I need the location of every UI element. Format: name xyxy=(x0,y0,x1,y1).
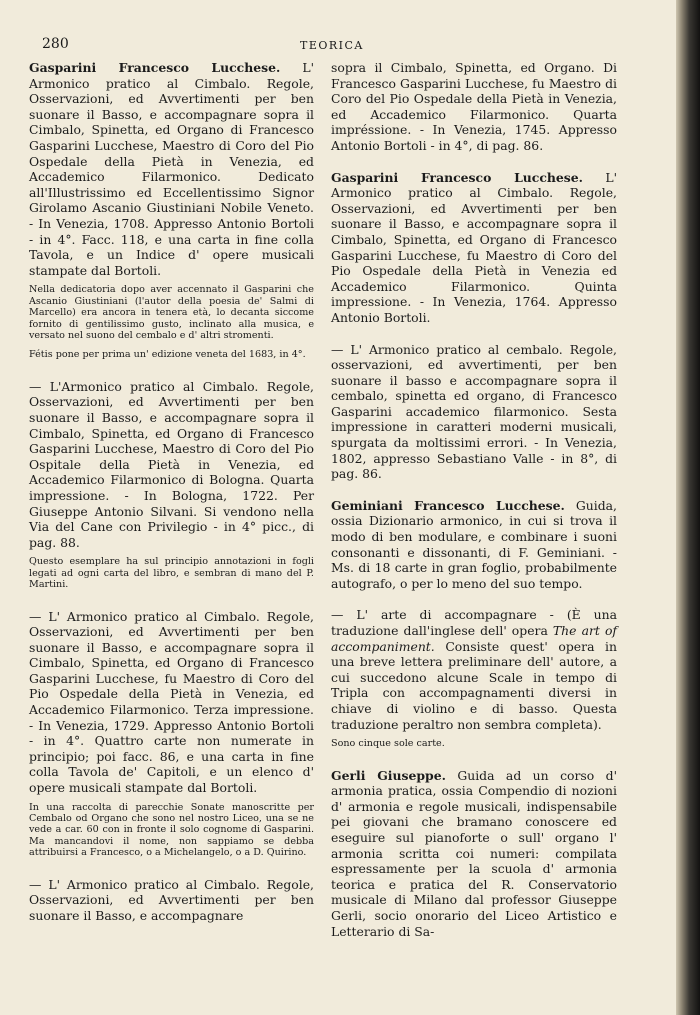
entry-geminiani-guida xyxy=(331,498,617,592)
footnote-sonate: In una raccolta di parecchie Sonate manoscritte per Cembalo od Organo che sono nel nostro Liceo, una se ne vede a car. 60 con in fronte il solo cognome di Gasparini. Ma mancandovi il nome, non sappiamo se debba attribuirsi a Francesco, o a Michelangelo, o a D. Quirino. xyxy=(29,801,314,859)
entry-gasparini-1745-cont: sopra il Cimbalo, Spinetta, ed Organo. Di Francesco Gasparini Lucchese, fu Maestro di Coro del Pio Ospedale della Pietà in Venezia, ed Accademico Filarmonico. Quarta impréssione. - In Venezia, 1745. Appresso Antonio Bortoli - in 4°, di pag. 86. xyxy=(331,60,617,153)
entry-gasparini-1722: — L'Armonico pratico al Cimbalo. Regole, Osservazioni, ed Avvertimenti per ben suonare il Basso, e accompagnare sopra il Cimbalo, Spinetta, ed Organo di Francesco Gasparini Lucchese, Maestro di Coro del Pio Ospitale della Pietà in Venezia, ed Accademico Filarmonico di Bologna. Quarta impressione. - In Bologna, 1722. Per Giuseppe Antonio Silvani. Si vendono nella Via del Cane con Privilegio - in 4° picc., di pag. 88. xyxy=(29,378,314,550)
entry-text: L' Armonico pratico al Cimbalo. Regole, Osservazioni, ed Avvertimenti per ben suonare il Basso, e accompagnare sopra il Cimbalo, Spinetta, ed Organo di Francesco Gasparini Lucchese, fu Maestro di Coro del Pio Ospedale della Pietà in Venezia ed Accademico Filarmonico. Quinta impressione. - In Venezia, 1764. Appresso Antonio Bortoli. xyxy=(331,169,617,325)
footnote-martini: Questo esemplare ha sul principio annotazioni in fogli legati ad ogni carta del libro, e sembran di mano del P. Martini. xyxy=(29,556,314,591)
left-column xyxy=(29,60,314,929)
entry-text-cont: Consiste quest' opera in una breve lettera preliminare dell' autore, a cui succedono alcune Scale in tempo di Tripla con accompagnamenti diversi in chiave di violino e di basso. Questa traduzione peraltro non sembra completa). xyxy=(331,638,617,732)
entry-text: L' Armonico pratico al Cimbalo. Regole, Osservazioni, ed Avvertimenti per ben suonare il Basso, e accompagnare sopra il Cimbalo, Spinetta, ed Organo di Francesco Gasparini Lucchese, Maestro di Coro del Pio Ospedale della Pietà in Venezia, ed Accademico Filarmonico. Dedicato all'Illustrissimo ed Eccellentissimo Signor Girolamo Ascanio Giustiniani Nobile Veneto. - In Venezia, 1708. Appresso Antonio Bortoli - in 4°. Facc. 118, e una carta in fine colla Tavola, e un Indice d' opere musicali stampate dal Bortoli. xyxy=(29,60,314,278)
page-number: 280 xyxy=(42,36,69,52)
entry-heading: Gasparini Francesco Lucchese. xyxy=(29,60,281,75)
entry-gerli xyxy=(331,768,617,940)
entry-gasparini-1802: — L' Armonico pratico al cembalo. Regole, osservazioni, ed avvertimenti, per ben suonare il basso e accompagnare sopra il cembalo, spinetta ed organo, di Francesco Gasparini accademico filarmonico. Sesta impressione in caratteri moderni musicali, spurgata da moltissimi errori. - In Venezia, 1802, appresso Sebastiano Valle - in 8°, di pag. 86. xyxy=(331,341,617,482)
entry-gasparini-1764 xyxy=(331,170,617,326)
footnote-carte: Sono cinque sole carte. xyxy=(331,738,445,750)
entry-gasparini-1708 xyxy=(29,60,314,278)
entry-geminiani-arte xyxy=(331,607,617,732)
right-column xyxy=(331,60,617,945)
entry-text: Guida, ossia Dizionario armonico, in cui si trova il modo di ben modulare, e combinare i suoni consonanti e dissonanti, di F. Geminiani. - Ms. di 18 carte in gran foglio, probabilmente autografo, o per lo meno del suo tempo. xyxy=(331,497,617,591)
book-spine-shadow xyxy=(676,0,700,1015)
footnote-dedicatoria: Nella dedicatoria dopo aver accennato il Gasparini che Ascanio Giustiniani (l'autor della poesia de' Salmi di Marcello) era ancora in tenera età, lo decanta siccome fornito di gentilissimo gusto, inclinato alla musica, e versato nel suono del cembalo e d' altri stromenti. xyxy=(29,284,314,341)
entry-gasparini-1745-start: — L' Armonico pratico al Cimbalo. Regole, Osservazioni, ed Avvertimenti per ben suonare il Basso, e accompagnare xyxy=(29,876,314,923)
entry-title-italic: The art of accompaniment. xyxy=(331,623,617,654)
running-head: TEORICA xyxy=(300,39,364,52)
entry-heading: Gasparini Francesco Lucchese. xyxy=(331,169,583,185)
entry-heading: Geminiani Francesco Lucchese. xyxy=(331,497,565,513)
entry-heading: Gerli Giuseppe. xyxy=(331,767,446,783)
entry-text: — L' arte di accompagnare - (È una traduzione dall'inglese dell' opera xyxy=(331,607,617,638)
entry-gasparini-1729: — L' Armonico pratico al Cimbalo. Regole, Osservazioni, ed Avvertimenti per ben suonare il Basso, e accompagnare sopra il Cimbalo, Spinetta, ed Organo di Francesco Gasparini Lucchese, fu Maestro di Coro del Pio Ospedale della Pietà in Venezia, ed Accademico Filarmonico. Terza impressione. - In Venezia, 1729. Appresso Antonio Bortoli - in 4°. Quattro carte non numerate in principio; poi facc. 86, e una carta in fine colla Tavola de' Capitoli, e un elenco d' opere musicali stampate dal Bortoli. xyxy=(29,608,314,796)
entry-text: Guida ad un corso d' armonia pratica, ossia Compendio di nozioni d' armonia e regole musicali, indispensabile pei giovani che bramano conoscere ed eseguire sul pianoforte o sull' organo l' armonia scritta coi numeri: compilata espressamente per la scuola d' armonia teorica e pratica del R. Conservatorio musicale di Milano dal professor Giuseppe Gerli, socio onorario del Liceo Artistico e Letterario di Sa- xyxy=(331,767,617,939)
footnote-fetis: Fétis pone per prima un' edizione veneta del 1683, in 4°. xyxy=(29,349,306,361)
